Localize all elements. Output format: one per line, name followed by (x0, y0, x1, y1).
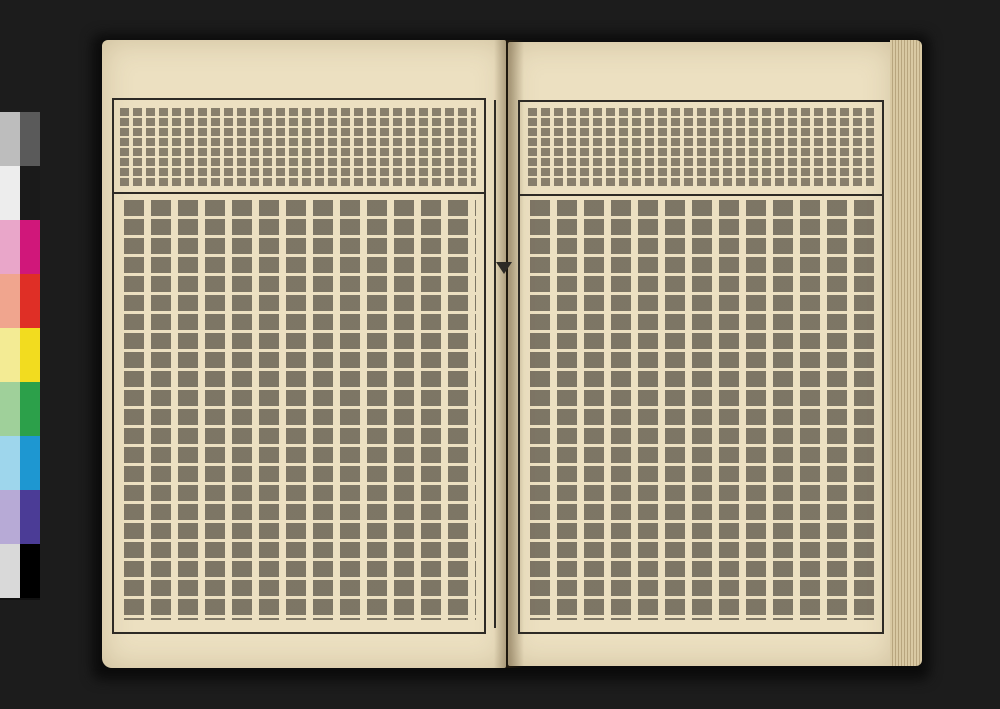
color-patch-4-right (20, 328, 40, 382)
color-patch-5-right (20, 382, 40, 436)
left-headnotes (120, 108, 476, 188)
color-patch-2-left (0, 220, 20, 274)
page-edges (890, 40, 922, 666)
right-body-text (530, 200, 874, 620)
color-patch-8-right (20, 544, 40, 598)
color-calibration-card (0, 112, 40, 600)
color-patch-2-right (20, 220, 40, 274)
color-patch-7-right (20, 490, 40, 544)
color-patch-0-left (0, 112, 20, 166)
fish-tail-mark-icon (496, 262, 512, 274)
color-patch-0-right (20, 112, 40, 166)
color-patch-3-right (20, 274, 40, 328)
color-patch-1-right (20, 166, 40, 220)
color-patch-6-left (0, 436, 20, 490)
center-margin-strip (494, 100, 508, 628)
left-body-text (124, 200, 476, 620)
color-patch-8-left (0, 544, 20, 598)
color-patch-5-left (0, 382, 20, 436)
color-patch-4-left (0, 328, 20, 382)
color-patch-1-left (0, 166, 20, 220)
color-patch-3-left (0, 274, 20, 328)
color-patch-6-right (20, 436, 40, 490)
right-headnotes (528, 108, 874, 188)
color-patch-7-left (0, 490, 20, 544)
